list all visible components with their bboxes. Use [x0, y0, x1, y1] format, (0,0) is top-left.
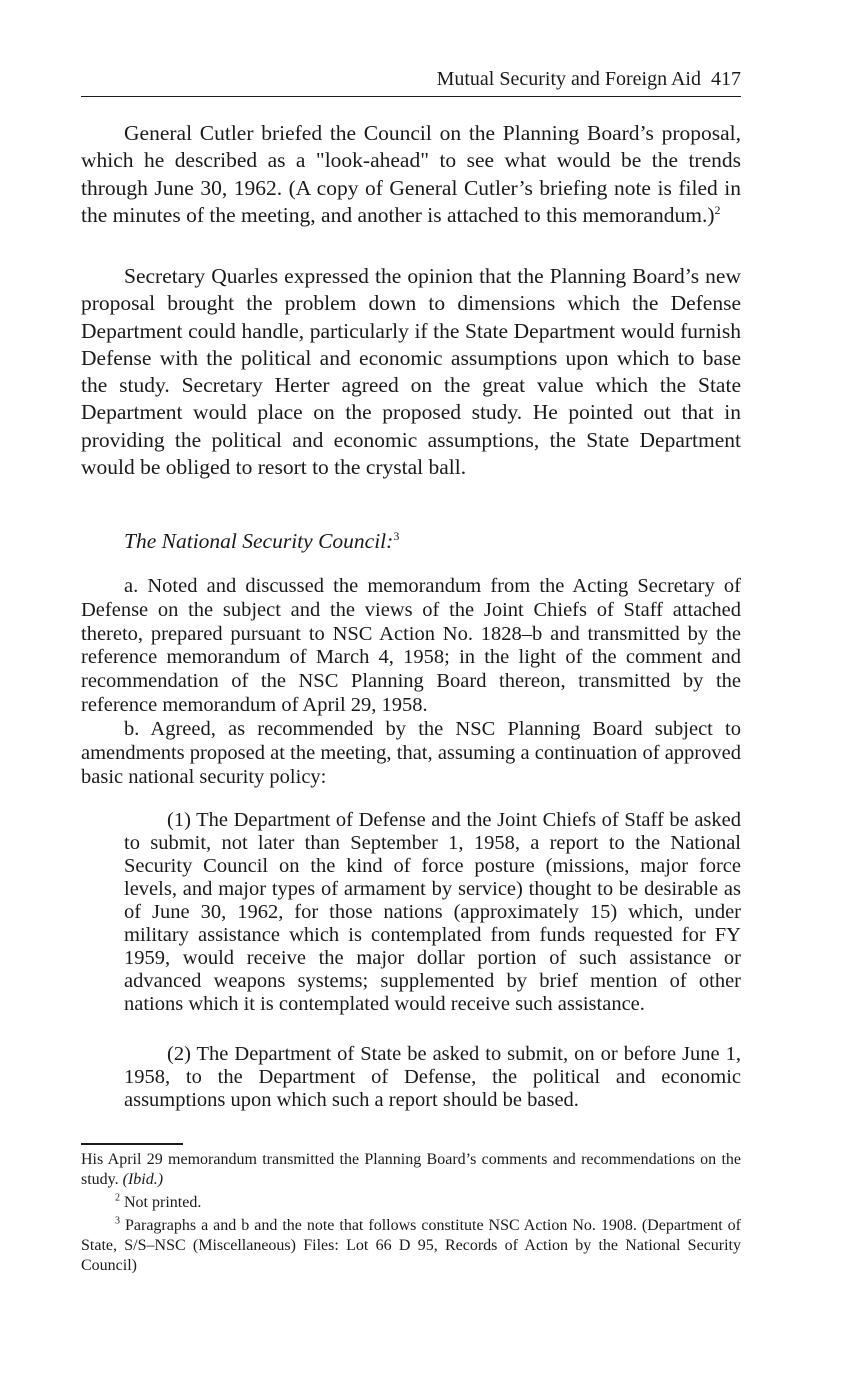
footnote-2: [81, 1193, 741, 1213]
footnote-continuation: [81, 1150, 741, 1190]
footnote-3-text: Paragraphs a and b and the note that follows constitute NSC Action No. 1908. (Department of State, S/S–NSC (Miscellaneous) Files: Lot 66 D 95, Records of Action by the National Security Council): [81, 1217, 742, 1274]
paragraph-action-a: a. Noted and discussed the memorandum from the Acting Secretary of Defense on the subject and the views of the Joint Chiefs of Staff attached thereto, prepared pursuant to NSC Action No. 1828–b and transmitted by the reference memorandum of March 4, 1958; in the light of the comment and recommendation of the NSC Planning Board thereon, transmitted by the reference memorandum of April 29, 1958.: [81, 575, 741, 716]
footnote-citation: (Ibid.): [122, 1171, 164, 1188]
running-head: [437, 68, 741, 91]
paragraph-text: General Cutler briefed the Council on the Planning Board’s proposal, which he described as a "look-ahead" to see what would be the trends through June 30, 1962. (A copy of General Cutler’s briefing note is filed in the minutes of the meeting, and another is attached to this memorandum.): [81, 121, 741, 227]
paragraph-cutler-briefing: [81, 120, 741, 229]
paragraph-item-1: (1) The Department of Defense and the Joint Chiefs of Staff be asked to submit, not later than September 1, 1958, a report to the National Security Council on the kind of force posture (missions, major force levels, and major types of armament by service) thought to be desirable as of June 30, 1962, for those nations (approximately 15) which, under military assistance which is contemplated from funds requested for FY 1959, would receive the major dollar portion of such assistance or advanced weapons systems; supplemented by brief mention of other nations which it is contemplated would receive such assistance.: [124, 809, 741, 1015]
paragraph-item-2: (2) The Department of State be asked to submit, on or before June 1, 1958, to the Department of Defense, the political and economic assumptions upon which such a report should be based.: [124, 1043, 741, 1111]
footnote-continuation-text: His April 29 memorandum transmitted the Planning Board’s comments and recommendations on the study.: [81, 1151, 741, 1188]
footnote-2-text: Not printed.: [124, 1194, 202, 1211]
footnote-ref-2: 2: [714, 202, 721, 217]
page-number: 417: [711, 68, 741, 90]
running-header: [81, 66, 741, 97]
footnote-divider: [81, 1143, 183, 1145]
heading-text: The National Security Council:: [124, 529, 394, 553]
footnote-ref-3: 3: [393, 528, 400, 543]
section-heading: [124, 529, 399, 554]
footnote-2-mark: 2: [115, 1192, 120, 1204]
paragraph-action-b: b. Agreed, as recommended by the NSC Planning Board subject to amendments proposed at the meeting, that, assuming a continuation of approved basic national security policy:: [81, 718, 741, 788]
footnote-3-mark: 3: [115, 1215, 120, 1227]
running-title: Mutual Security and Foreign Aid: [436, 68, 701, 90]
footnote-3: [81, 1216, 741, 1276]
paragraph-quarles-opinion: Secretary Quarles expressed the opinion that the Planning Board’s new proposal brought the problem down to dimensions which the Defense Department could handle, particularly if the State Department would furnish Defense with the political and economic assumptions upon which to base the study. Secretary Herter agreed on the great value which the State Department would place on the proposed study. He pointed out that in providing the political and economic assumptions, the State Department would be obliged to resort to the crystal ball.: [81, 264, 741, 480]
